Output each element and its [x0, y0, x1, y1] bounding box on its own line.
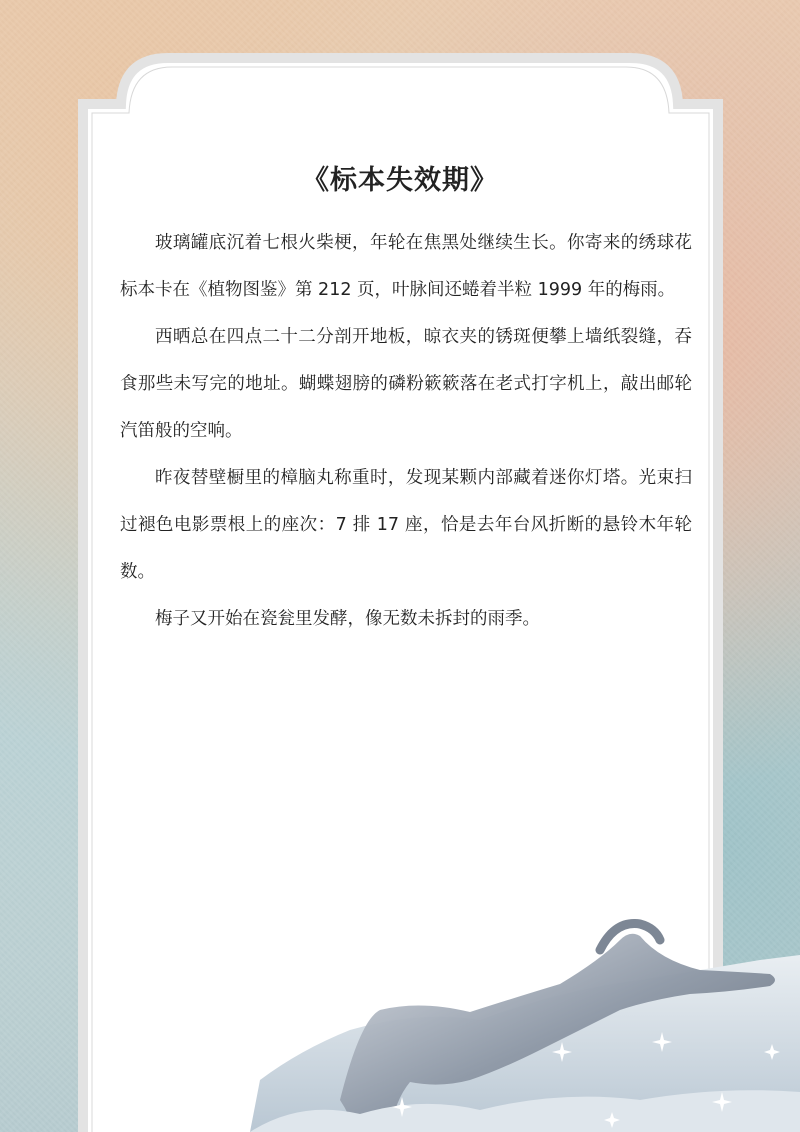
paragraph-4: 梅子又开始在瓷瓮里发酵，像无数未拆封的雨季。: [155, 609, 540, 629]
paragraph-2: 西晒总在四点二十二分剖开地板，晾衣夹的锈斑便攀上墙纸裂缝，吞食那些未写完的地址。蝴蝶翅膀的磷粉簌簌落在老式打字机上，敲出邮轮汽笛般的空响。: [120, 327, 692, 441]
reclining-figure-illustration: [0, 900, 800, 1132]
paragraph-1: 玻璃罐底沉着七根火柴梗，年轮在焦黑处继续生长。你寄来的绣球花标本卡在《植物图鉴》第 212 页，叶脉间还蜷着半粒 1999 年的梅雨。: [120, 233, 692, 300]
body-text: [120, 220, 692, 643]
page-title: 《标本失效期》: [302, 165, 498, 196]
paragraph-3: 昨夜替壁橱里的樟脑丸称重时，发现某颗内部藏着迷你灯塔。光束扫过褪色电影票根上的座次：7 排 17 座，恰是去年台风折断的悬铃木年轮数。: [120, 468, 692, 582]
